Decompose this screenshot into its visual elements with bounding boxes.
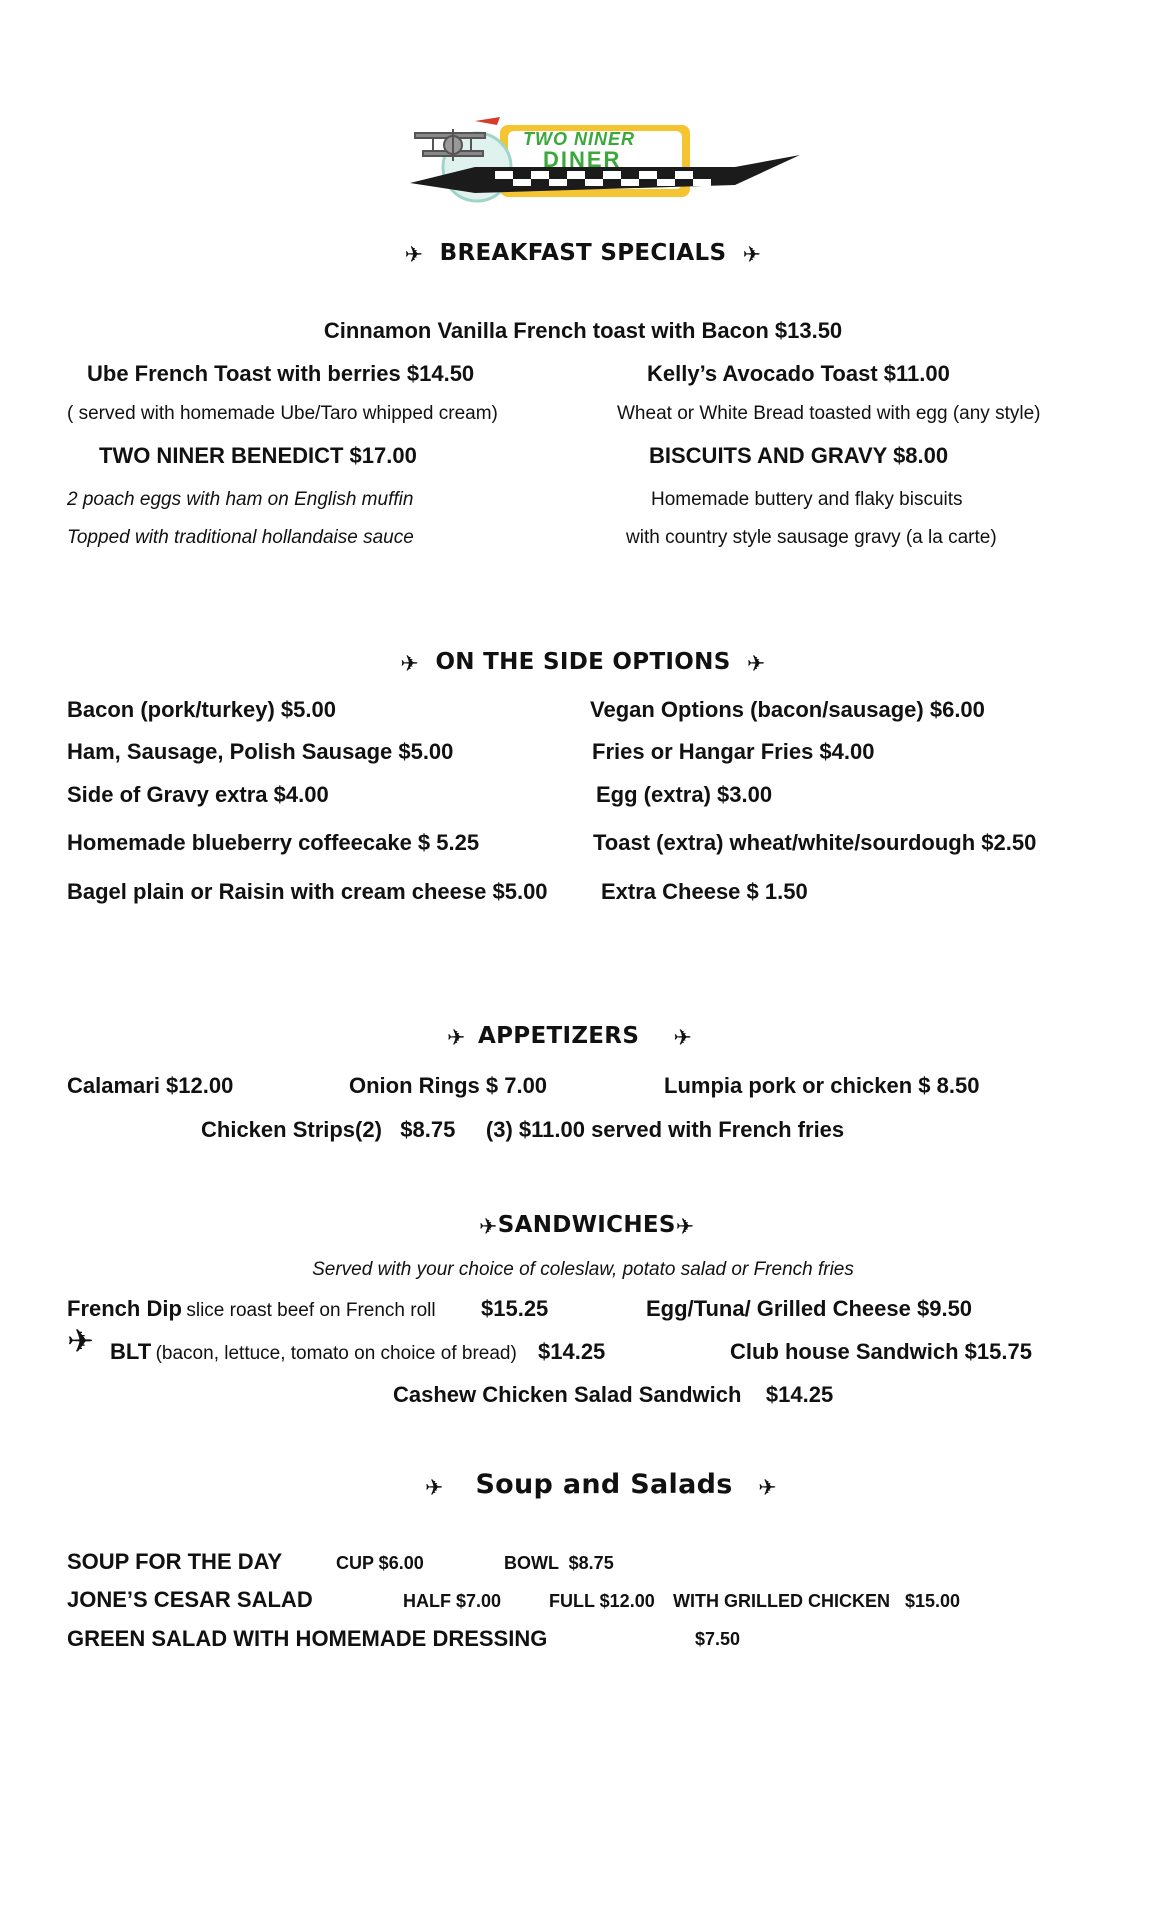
onion-rings-item: Onion Rings $ 7.00 (349, 1073, 548, 1098)
side-item: Egg (extra) $3.00 (596, 782, 773, 807)
blt-desc: (bacon, lettuce, tomato on choice of bread) (155, 1343, 517, 1364)
logo-line2: DINER (543, 147, 622, 172)
two-niner-diner-logo (405, 115, 805, 205)
side-item: Fries or Hangar Fries $4.00 (592, 739, 875, 764)
sides-heading (0, 649, 1166, 677)
plane-icon: ✈ (447, 1026, 466, 1051)
sides-heading-text: ON THE SIDE OPTIONS (435, 649, 731, 675)
side-item: Ham, Sausage, Polish Sausage $5.00 (67, 739, 454, 764)
french-dip-name: French Dip (67, 1296, 182, 1321)
cesar-chicken-price: WITH GRILLED CHICKEN $15.00 (673, 1591, 961, 1611)
cesar-full-price: FULL $12.00 (549, 1591, 655, 1611)
side-item: Vegan Options (bacon/sausage) $6.00 (590, 697, 985, 722)
side-item: Side of Gravy extra $4.00 (67, 782, 329, 807)
lumpia-item: Lumpia pork or chicken $ 8.50 (664, 1073, 980, 1098)
breakfast-heading (0, 240, 1166, 268)
plane-icon: ✈ (479, 1215, 498, 1240)
side-item: Extra Cheese $ 1.50 (601, 879, 808, 904)
sandwiches-heading-text: SANDWICHES (497, 1212, 676, 1238)
ube-desc: ( served with homemade Ube/Taro whipped cream) (67, 403, 498, 424)
plane-icon: ✈ (425, 1476, 444, 1501)
french-dip-desc: slice roast beef on French roll (186, 1300, 436, 1321)
blt-airplane-icon: ✈ (67, 1323, 94, 1359)
biscuits-desc1: Homemade buttery and flaky biscuits (651, 489, 963, 510)
soup-cup-price: CUP $6.00 (336, 1553, 424, 1573)
featured-item: Cinnamon Vanilla French toast with Bacon $13.50 (323, 318, 843, 343)
side-item: Bagel plain or Raisin with cream cheese $5.00 (67, 879, 548, 904)
french-dip-item (67, 1296, 436, 1322)
blt-price: $14.25 (538, 1339, 606, 1364)
plane-icon: ✈ (758, 1476, 778, 1501)
cesar-half-price: HALF $7.00 (403, 1591, 502, 1611)
egg-tuna-item: Egg/Tuna/ Grilled Cheese $9.50 (646, 1296, 973, 1321)
side-item: Toast (extra) wheat/white/sourdough $2.50 (593, 830, 1037, 855)
green-salad-price: $7.50 (695, 1629, 741, 1649)
plane-icon: ✈ (675, 1215, 695, 1240)
ube-title: Ube French Toast with berries $14.50 (87, 361, 475, 386)
benedict-desc1: 2 poach eggs with ham on English muffin (67, 489, 414, 510)
appetizers-heading (447, 1023, 692, 1051)
benedict-title: TWO NINER BENEDICT $17.00 (99, 443, 417, 468)
calamari-item: Calamari $12.00 (67, 1073, 234, 1098)
biscuits-desc2: with country style sausage gravy (a la carte) (626, 527, 997, 548)
sandwiches-note: Served with your choice of coleslaw, potato salad or French fries (312, 1259, 854, 1280)
side-item: Bacon (pork/turkey) $5.00 (67, 697, 336, 722)
breakfast-heading-text: BREAKFAST SPECIALS (439, 240, 727, 266)
soup-name: SOUP FOR THE DAY (67, 1549, 283, 1574)
green-salad-name: GREEN SALAD WITH HOMEMADE DRESSING (67, 1626, 548, 1651)
plane-icon: ✈ (400, 652, 420, 677)
french-dip-price: $15.25 (481, 1296, 549, 1321)
benedict-desc2: Topped with traditional hollandaise sauce (67, 527, 414, 548)
plane-icon: ✈ (742, 243, 762, 268)
side-item: Homemade blueberry coffeecake $ 5.25 (67, 830, 480, 855)
appetizers-heading-text: APPETIZERS (478, 1023, 640, 1049)
cashew-item: Cashew Chicken Salad Sandwich $14.25 (393, 1382, 834, 1407)
biscuits-title: BISCUITS AND GRAVY $8.00 (649, 443, 949, 468)
club-item: Club house Sandwich $15.75 (730, 1339, 1032, 1364)
blt-name: BLT (110, 1339, 152, 1364)
logo-line1: TWO NINER (523, 129, 635, 149)
chicken-strips-item: Chicken Strips(2) $8.75 (3) $11.00 served with French fries (201, 1117, 845, 1142)
avocado-title: Kelly’s Avocado Toast $11.00 (647, 361, 950, 386)
soups-heading-text: Soup and Salads (475, 1469, 733, 1500)
plane-icon: ✈ (404, 243, 424, 268)
avocado-desc: Wheat or White Bread toasted with egg (any style) (617, 403, 1041, 424)
plane-icon: ✈ (673, 1026, 693, 1051)
plane-icon: ✈ (746, 652, 766, 677)
sandwiches-heading (479, 1212, 695, 1240)
blt-item (110, 1339, 517, 1365)
soup-bowl-price: BOWL $8.75 (504, 1553, 614, 1573)
soups-heading (425, 1469, 777, 1501)
cesar-name: JONE’S CESAR SALAD (67, 1587, 313, 1612)
